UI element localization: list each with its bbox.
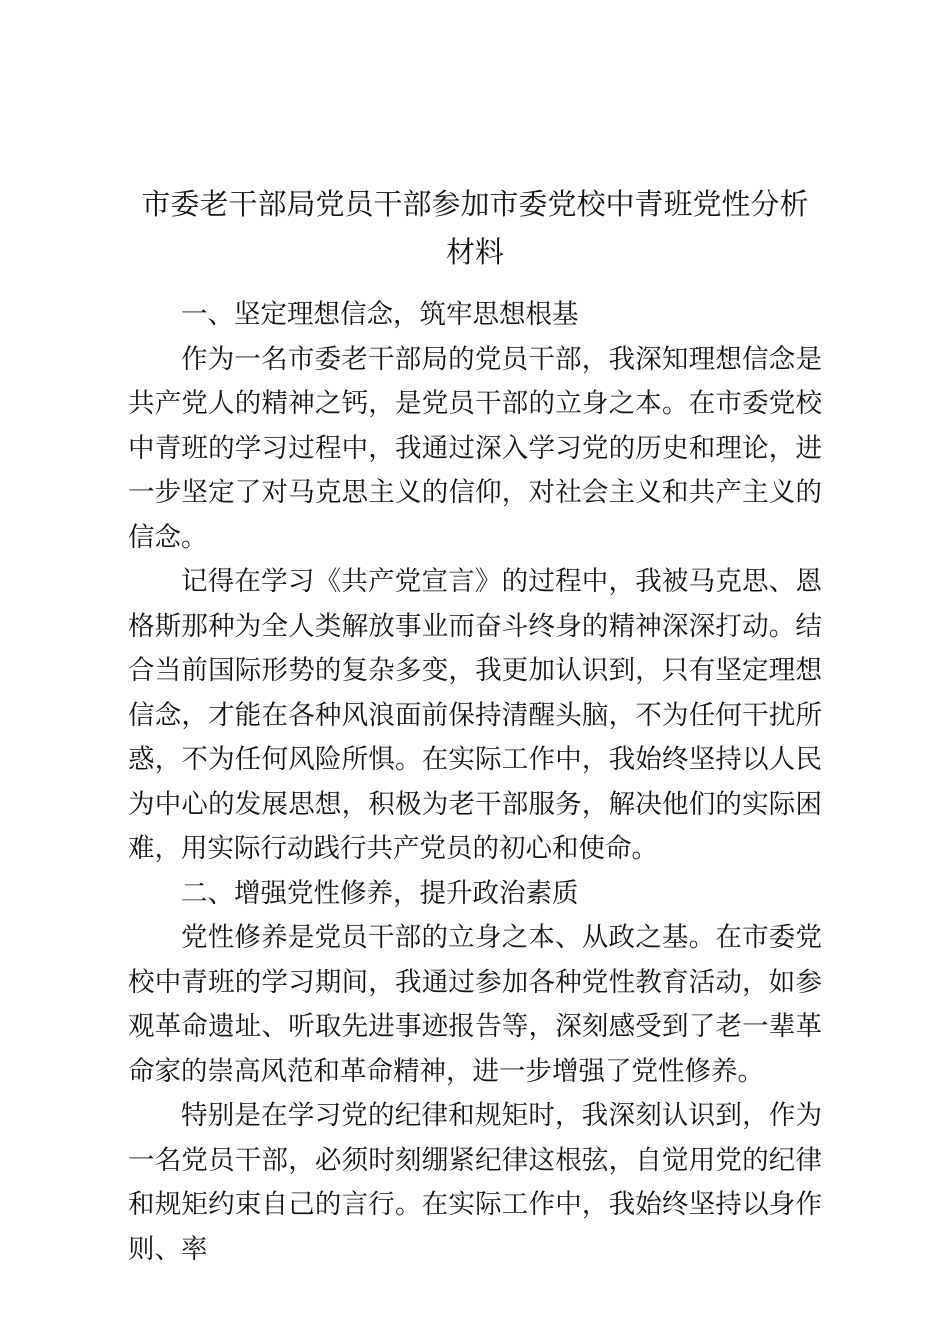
document-title: 市委老干部局党员干部参加市委党校中青班党性分析材料 (141, 187, 809, 269)
paragraph: 特别是在学习党的纪律和规矩时，我深刻认识到，作为一名党员干部，必须时刻绷紧纪律这根弦，自觉用党的纪律和规矩约束自己的言行。在实际工作中，我始终坚持以身作则、率 (128, 1100, 822, 1265)
document-body (128, 293, 822, 1272)
paragraph: 党性修养是党员干部的立身之本、从政之基。在市委党校中青班的学习期间，我通过参加各种党性教育活动，如参观革命遗址、听取先进事迹报告等，深刻感受到了老一辈革命家的崇高风范和革命精神，进一步增强了党性修养。 (128, 922, 822, 1087)
paragraph: 作为一名市委老干部局的党员干部，我深知理想信念是共产党人的精神之钙，是党员干部的立身之本。在市委党校中青班的学习过程中，我通过深入学习党的历史和理论，进一步坚定了对马克思主义的信仰，对社会主义和共产主义的信念。 (128, 343, 822, 553)
section-heading-2: 二、增强党性修养，提升政治素质 (181, 877, 579, 909)
paragraph: 记得在学习《共产党宣言》的过程中，我被马克思、恩格斯那种为全人类解放事业而奋斗终身的精神深深打动。结合当前国际形势的复杂多变，我更加认识到，只有坚定理想信念，才能在各种风浪面前保持清醒头脑，不为任何干扰所惑，不为任何风险所惧。在实际工作中，我始终坚持以人民为中心的发展思想，积极为老干部服务，解决他们的实际困难，用实际行动践行共产党员的初心和使命。 (128, 566, 822, 864)
section-heading-1: 一、坚定理想信念，筑牢思想根基 (181, 299, 579, 330)
